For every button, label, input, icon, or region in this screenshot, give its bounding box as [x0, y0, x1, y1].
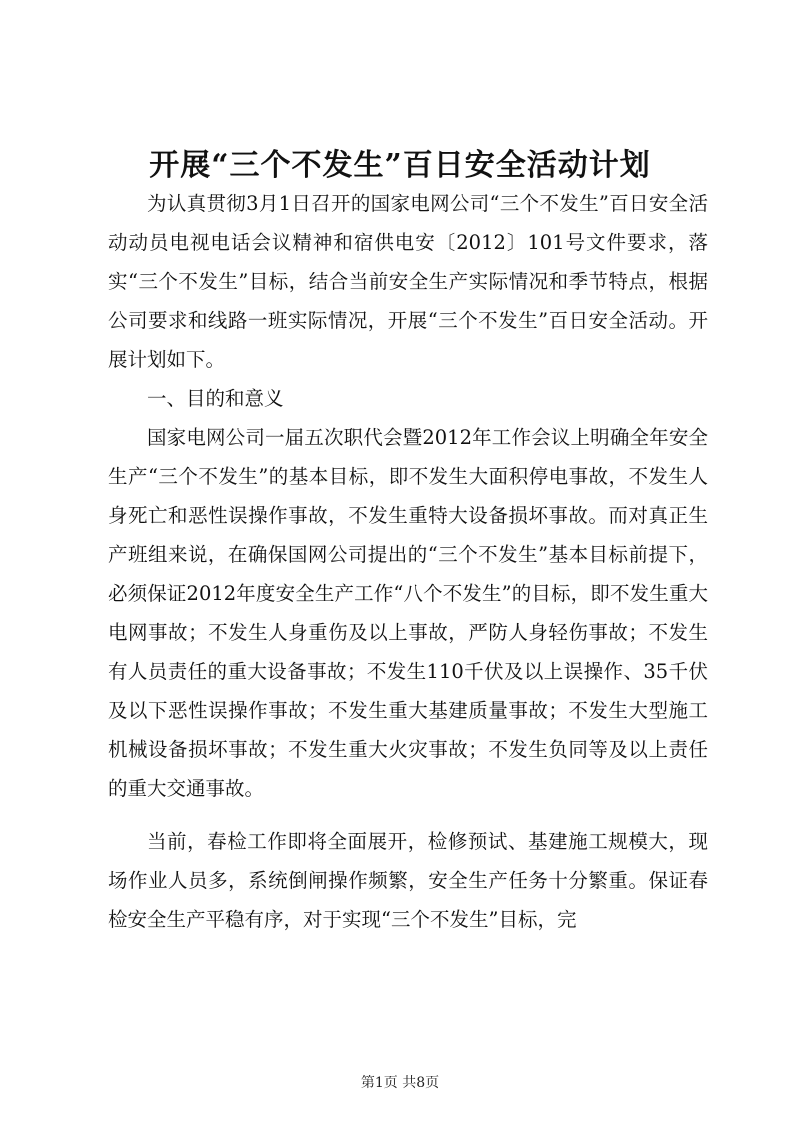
- section-heading-purpose: 一、目的和意义: [147, 387, 284, 410]
- paragraph-intro: 为认真贯彻3月1日召开的国家电网公司“三个不发生”百日安全活动动员电视电话会议精神和宿供电安〔2012〕101号文件要求，落实“三个不发生”目标，结合当前安全生产实际情况和季节特点，根据公司要求和线路一班实际情况，开展“三个不发生”百日安全活动。开展计划如下。: [108, 192, 708, 371]
- page-number-footer: 第1页 共8页: [360, 1075, 440, 1091]
- paragraph-goals: 国家电网公司一届五次职代会暨2012年工作会议上明确全年安全生产“三个不发生”的基本目标，即不发生大面积停电事故，不发生人身死亡和恶性误操作事故，不发生重特大设备损坏事故。而对真正生产班组来说，在确保国网公司提出的“三个不发生”基本目标前提下，必须保证2012年度安全生产工作“八个不发生”的目标，即不发生重大电网事故；不发生人身重伤及以上事故，严防人身轻伤事故；不发生有人员责任的重大设备事故；不发生110千伏及以上误操作、35千伏及以下恶性误操作事故；不发生重大基建质量事故；不发生大型施工机械设备损坏事故；不发生重大火灾事故；不发生负同等及以上责任的重大交通事故。: [108, 426, 708, 800]
- paragraph-current-situation: 当前，春检工作即将全面展开，检修预试、基建施工规模大，现场作业人员多，系统倒闸操作频繁，安全生产任务十分繁重。保证春检安全生产平稳有序，对于实现“三个不发生”目标，完: [108, 830, 708, 931]
- document-title: 开展“三个不发生”百日安全活动计划: [149, 148, 651, 183]
- document-body: [108, 184, 708, 939]
